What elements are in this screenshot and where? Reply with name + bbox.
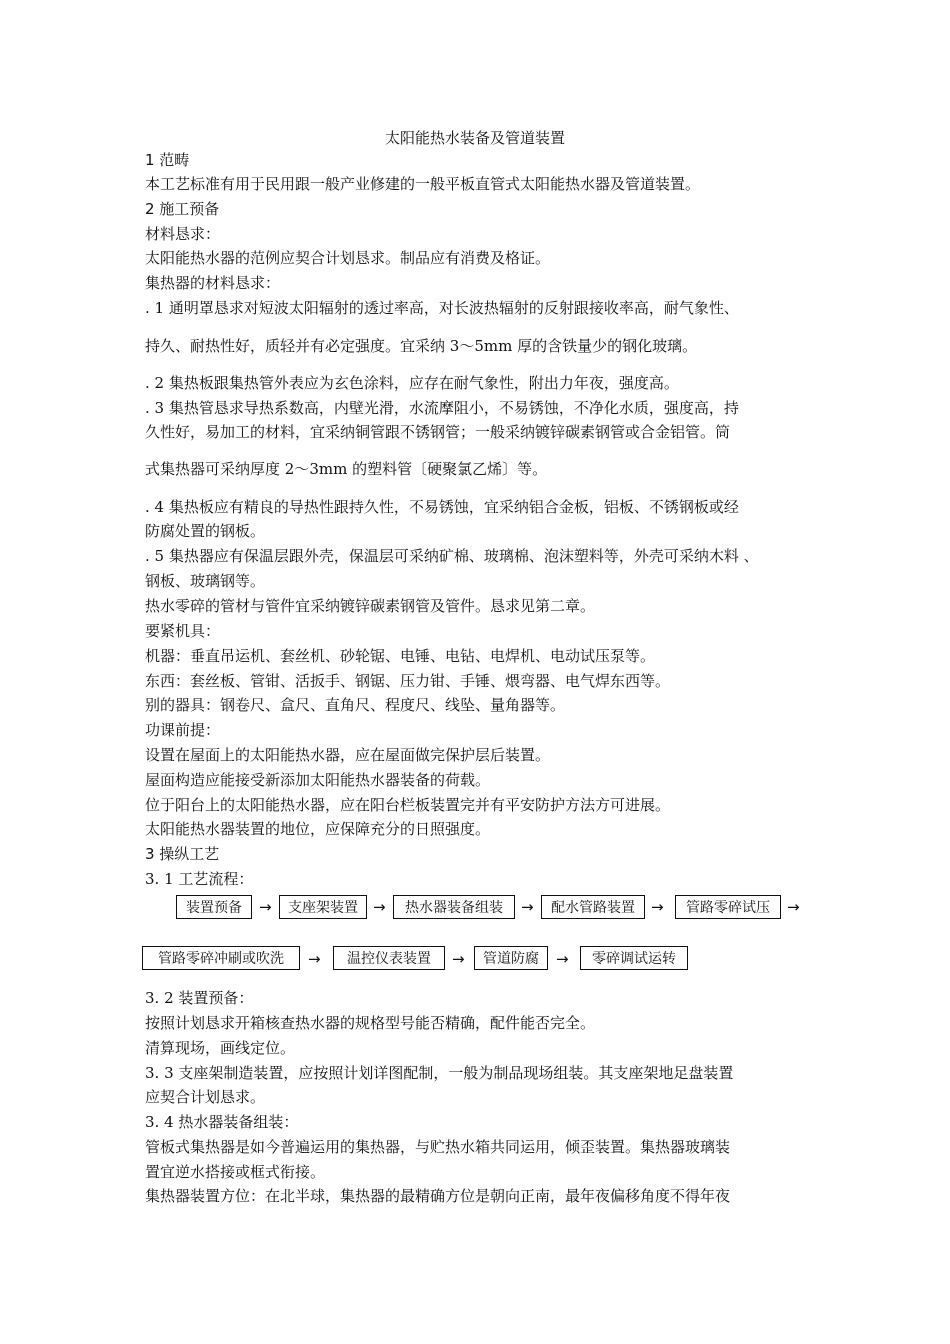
paragraph-line: 钢板、玻璃钢等。 [145, 572, 266, 590]
paragraph-line: 本工艺标准有用于民用跟一般产业修建的一般平板直管式太阳能热水器及管道装置。 [145, 175, 701, 193]
paragraph-line: 集热器的材料恳求： [145, 274, 281, 292]
paragraph-line: 别的器具：钢卷尺、盒尺、直角尺、程度尺、线坠、量角器等。 [145, 696, 566, 714]
flow-step: 配水管路装置 [541, 895, 645, 919]
paragraph-line: 集热器装置方位：在北半球，集热器的最精确方位是朝向正南，最年夜偏移角度不得年夜 [145, 1187, 731, 1205]
flow-arrow: → [787, 898, 800, 916]
paragraph-line: . 2 集热板跟集热管外表应为玄色涂料，应存在耐气象性，附出力年夜，强度高。 [145, 374, 679, 392]
flow-arrow: → [556, 950, 569, 968]
flow-step: 装置预备 [176, 895, 252, 919]
flow-step: 管路零碎试压 [675, 895, 781, 919]
paragraph-line: 3. 4 热水器装备组装： [145, 1113, 299, 1131]
paragraph-line: 太阳能热水器装置的地位，应保障充分的日照强度。 [145, 820, 491, 838]
paragraph-line: 清算现场，画线定位。 [145, 1039, 296, 1057]
section-heading: 2 施工预备 [145, 200, 220, 218]
paragraph-line: 材料恳求： [145, 225, 221, 243]
paragraph-line: 持久、耐热性好，质轻并有必定强度。宜采纳 3～5mm 厚的含铁量少的钢化玻璃。 [145, 337, 698, 355]
paragraph-line: 3. 3 支座架制造装置，应按照计划详图配制，一般为制品现场组装。其支座架地足盘装置 [145, 1064, 734, 1082]
paragraph-line: 要紧机具： [145, 622, 221, 640]
paragraph-line: . 3 集热管恳求导热系数高，内壁光滑，水流摩阻小，不易锈蚀，不净化水质，强度高，持 [145, 399, 739, 417]
paragraph-line: 设置在屋面上的太阳能热水器，应在屋面做完保护层后装置。 [145, 746, 551, 764]
paragraph-line: 功课前提： [145, 721, 221, 739]
flow-arrow: → [373, 898, 386, 916]
paragraph-line: 管板式集热器是如今普遍运用的集热器，与贮热水箱共同运用，倾歪装置。集热器玻璃装 [145, 1138, 731, 1156]
paragraph-line: 防腐处置的钢板。 [145, 522, 266, 540]
section-heading: 1 范畴 [145, 151, 190, 169]
flow-step: 热水器装备组装 [393, 895, 515, 919]
paragraph-line: . 1 通明罩恳求对短波太阳辐射的透过率高，对长波热辐射的反射跟接收率高，耐气象性、 [145, 299, 739, 317]
paragraph-line: 应契合计划恳求。 [145, 1088, 266, 1106]
paragraph-line: 3. 2 装置预备： [145, 989, 254, 1007]
flow-arrow: → [521, 898, 534, 916]
flow-arrow: → [452, 950, 465, 968]
paragraph-line: . 4 集热板应有精良的导热性跟持久性，不易锈蚀，宜采纳铝合金板，铝板、不锈钢板或经 [145, 498, 739, 516]
flow-step: 管路零碎冲刷或吹洗 [142, 946, 300, 970]
paragraph-line: 热水零碎的管材与管件宜采纳镀锌碳素钢管及管件。恳求见第二章。 [145, 597, 596, 615]
paragraph-line: 东西：套丝板、管钳、活扳手、钢锯、压力钳、手锤、煨弯器、电气焊东西等。 [145, 672, 671, 690]
paragraph-line: 置宜逆水搭接或框式衔接。 [145, 1163, 326, 1181]
flow-arrow: → [308, 950, 321, 968]
paragraph-line: 屋面构造应能接受新添加太阳能热水器装备的荷载。 [145, 771, 491, 789]
paragraph-line: 3. 1 工艺流程： [145, 870, 254, 888]
flow-step: 温控仪表装置 [333, 946, 445, 970]
document-title: 太阳能热水装备及管道装置 [384, 129, 565, 147]
paragraph-line: 机器：垂直吊运机、套丝机、砂轮锯、电锤、电钻、电焊机、电动试压泵等。 [145, 647, 656, 665]
paragraph-line: 位于阳台上的太阳能热水器，应在阳台栏板装置完并有平安防护方法方可进展。 [145, 796, 671, 814]
paragraph-line: 久性好，易加工的材料，宜采纳铜管跟不锈钢管；一般采纳镀锌碳素钢管或合金铝管。筒 [145, 423, 731, 441]
flow-step: 管道防腐 [474, 946, 548, 970]
flow-arrow: → [651, 898, 664, 916]
flow-arrow: → [259, 898, 272, 916]
flow-step: 支座架装置 [279, 895, 367, 919]
paragraph-line: 按照计划恳求开箱核查热水器的规格型号能否精确，配件能否完全。 [145, 1014, 596, 1032]
paragraph-line: . 5 集热器应有保温层跟外壳，保温层可采纳矿棉、玻璃棉、泡沫塑料等，外壳可采纳木料 、 [145, 547, 759, 565]
flow-step: 零碎调试运转 [580, 946, 688, 970]
paragraph-line: 太阳能热水器的范例应契合计划恳求。制品应有消费及格证。 [145, 249, 551, 267]
section-heading: 3 操纵工艺 [145, 845, 220, 863]
paragraph-line: 式集热器可采纳厚度 2～3mm 的塑料管〔硬聚氯乙烯〕等。 [145, 460, 548, 478]
